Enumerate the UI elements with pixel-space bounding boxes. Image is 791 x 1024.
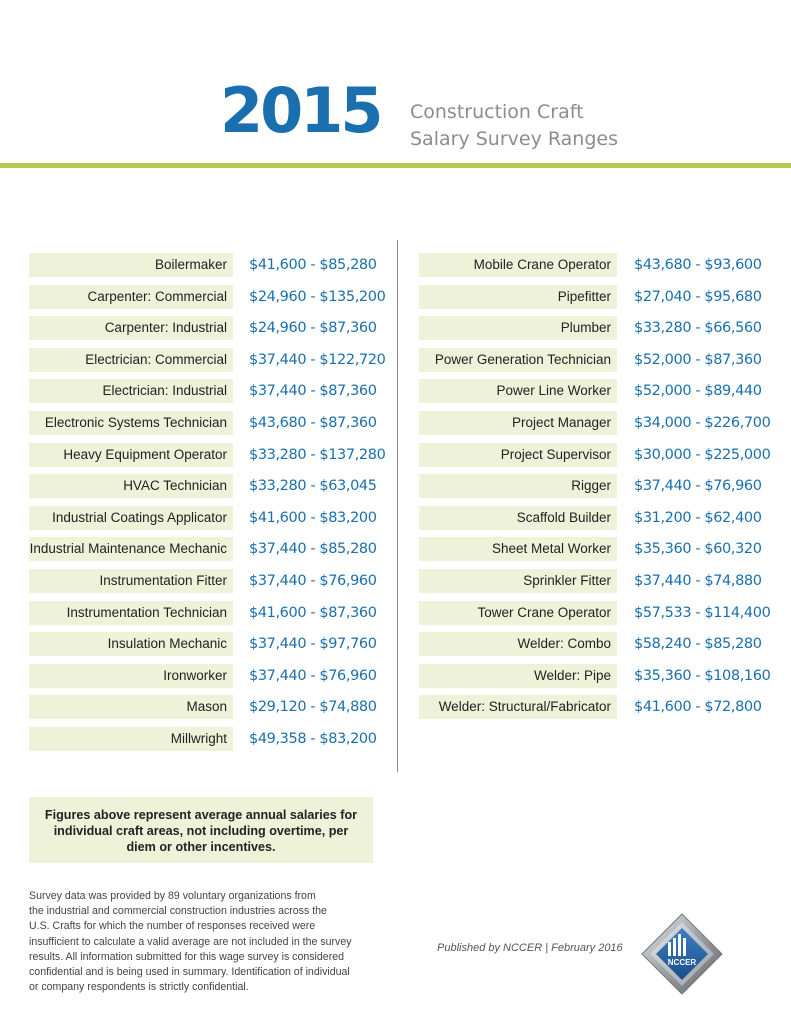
disclaimer-note [29,797,373,863]
salary-range: $37,440 - $97,760 [249,636,377,653]
salary-range: $41,600 - $72,800 [634,699,762,716]
survey-line: Survey data was provided by 89 voluntary organizations from [29,890,316,902]
craft-label: Industrial Coatings Applicator [29,506,233,530]
craft-label: Plumber [419,316,617,340]
craft-label: Mason [29,695,233,719]
salary-range: $58,240 - $85,280 [634,636,762,653]
salary-range: $31,200 - $62,400 [634,509,762,526]
craft-label: Heavy Equipment Operator [29,443,233,467]
survey-line: results. All information submitted for this wage survey is considered [29,950,345,963]
note-line: diem or other incentives. [126,840,276,854]
craft-label: Power Line Worker [419,379,617,403]
craft-label: Carpenter: Commercial [29,285,233,309]
survey-line: U.S. Crafts for which the number of responses received were [29,920,316,933]
nccer-logo-icon [640,912,724,996]
craft-label: Millwright [29,727,233,751]
salary-range: $37,440 - $76,960 [249,572,377,589]
craft-label: Welder: Combo [419,632,617,656]
craft-label: Electrician: Commercial [29,348,233,372]
salary-range: $34,000 - $226,700 [634,414,771,431]
salary-range: $37,440 - $76,960 [249,667,377,684]
salary-range: $52,000 - $89,440 [634,383,762,400]
salary-range: $43,680 - $93,600 [634,257,762,273]
salary-range: $33,280 - $137,280 [249,446,386,463]
header-rule [0,163,791,168]
page-title-line-2: Salary Survey Ranges [410,128,618,150]
salary-range: $41,600 - $85,280 [249,257,377,273]
salary-range: $49,358 - $83,200 [249,730,377,747]
salary-range: $37,440 - $76,960 [634,478,762,495]
salary-range: $35,360 - $108,160 [634,667,771,684]
salary-range: $37,440 - $87,360 [249,383,377,400]
salary-range: $37,440 - $74,880 [634,572,762,589]
note-line: Figures above represent average annual salaries for [44,808,358,822]
salary-range: $37,440 - $122,720 [249,351,386,368]
salary-range: $27,040 - $95,680 [634,288,762,305]
craft-label: Electronic Systems Technician [29,411,233,435]
survey-line: confidential and is being used in summary. Identification of individual [29,966,350,979]
craft-label: Power Generation Technician [419,348,617,372]
craft-label: Electrician: Industrial [29,379,233,403]
published-credit: Published by NCCER | February 2016 [437,942,623,954]
craft-label: Rigger [419,474,617,498]
survey-line: or company respondents is strictly confidential. [29,981,249,994]
salary-range: $33,280 - $66,560 [634,320,762,337]
craft-label: Boilermaker [29,253,233,277]
craft-label: Welder: Pipe [419,664,617,688]
salary-range: $29,120 - $74,880 [249,699,377,716]
survey-description [29,889,373,995]
salary-range: $30,000 - $225,000 [634,446,771,463]
salary-range: $35,360 - $60,320 [634,541,762,558]
craft-label: Welder: Structural/Fabricator [419,695,617,719]
craft-label: HVAC Technician [29,474,233,498]
salary-range: $57,533 - $114,400 [634,604,771,621]
craft-label: Carpenter: Industrial [29,316,233,340]
salary-range: $41,600 - $87,360 [249,604,377,621]
craft-label: Ironworker [29,664,233,688]
salary-range: $24,960 - $87,360 [249,320,377,337]
salary-range: $43,680 - $87,360 [249,414,377,431]
column-divider [397,240,398,772]
survey-line: the industrial and commercial construction industries across the [29,905,327,918]
salary-range: $37,440 - $85,280 [249,541,377,558]
page-year: 2015 [220,74,381,147]
craft-label: Industrial Maintenance Mechanic [29,537,233,561]
craft-label: Sheet Metal Worker [419,537,617,561]
craft-label: Project Manager [419,411,617,435]
salary-range: $41,600 - $83,200 [249,509,377,526]
craft-label: Tower Crane Operator [419,601,617,625]
craft-label: Insulation Mechanic [29,632,233,656]
salary-range: $33,280 - $63,045 [249,478,377,495]
craft-label: Scaffold Builder [419,506,617,530]
craft-label: Instrumentation Technician [29,601,233,625]
note-line: individual craft areas, not including overtime, per [53,824,349,838]
page-title-line-1: Construction Craft [410,101,584,123]
craft-label: Project Supervisor [419,443,617,467]
salary-range: $52,000 - $87,360 [634,351,762,368]
survey-line: insufficient to calculate a valid average are not included in the survey [29,935,352,948]
craft-label: Sprinkler Fitter [419,569,617,593]
craft-label: Pipefitter [419,285,617,309]
craft-label: Instrumentation Fitter [29,569,233,593]
craft-label: Mobile Crane Operator [419,253,617,277]
salary-range: $24,960 - $135,200 [249,288,386,305]
logo-text: NCCER [667,958,697,967]
